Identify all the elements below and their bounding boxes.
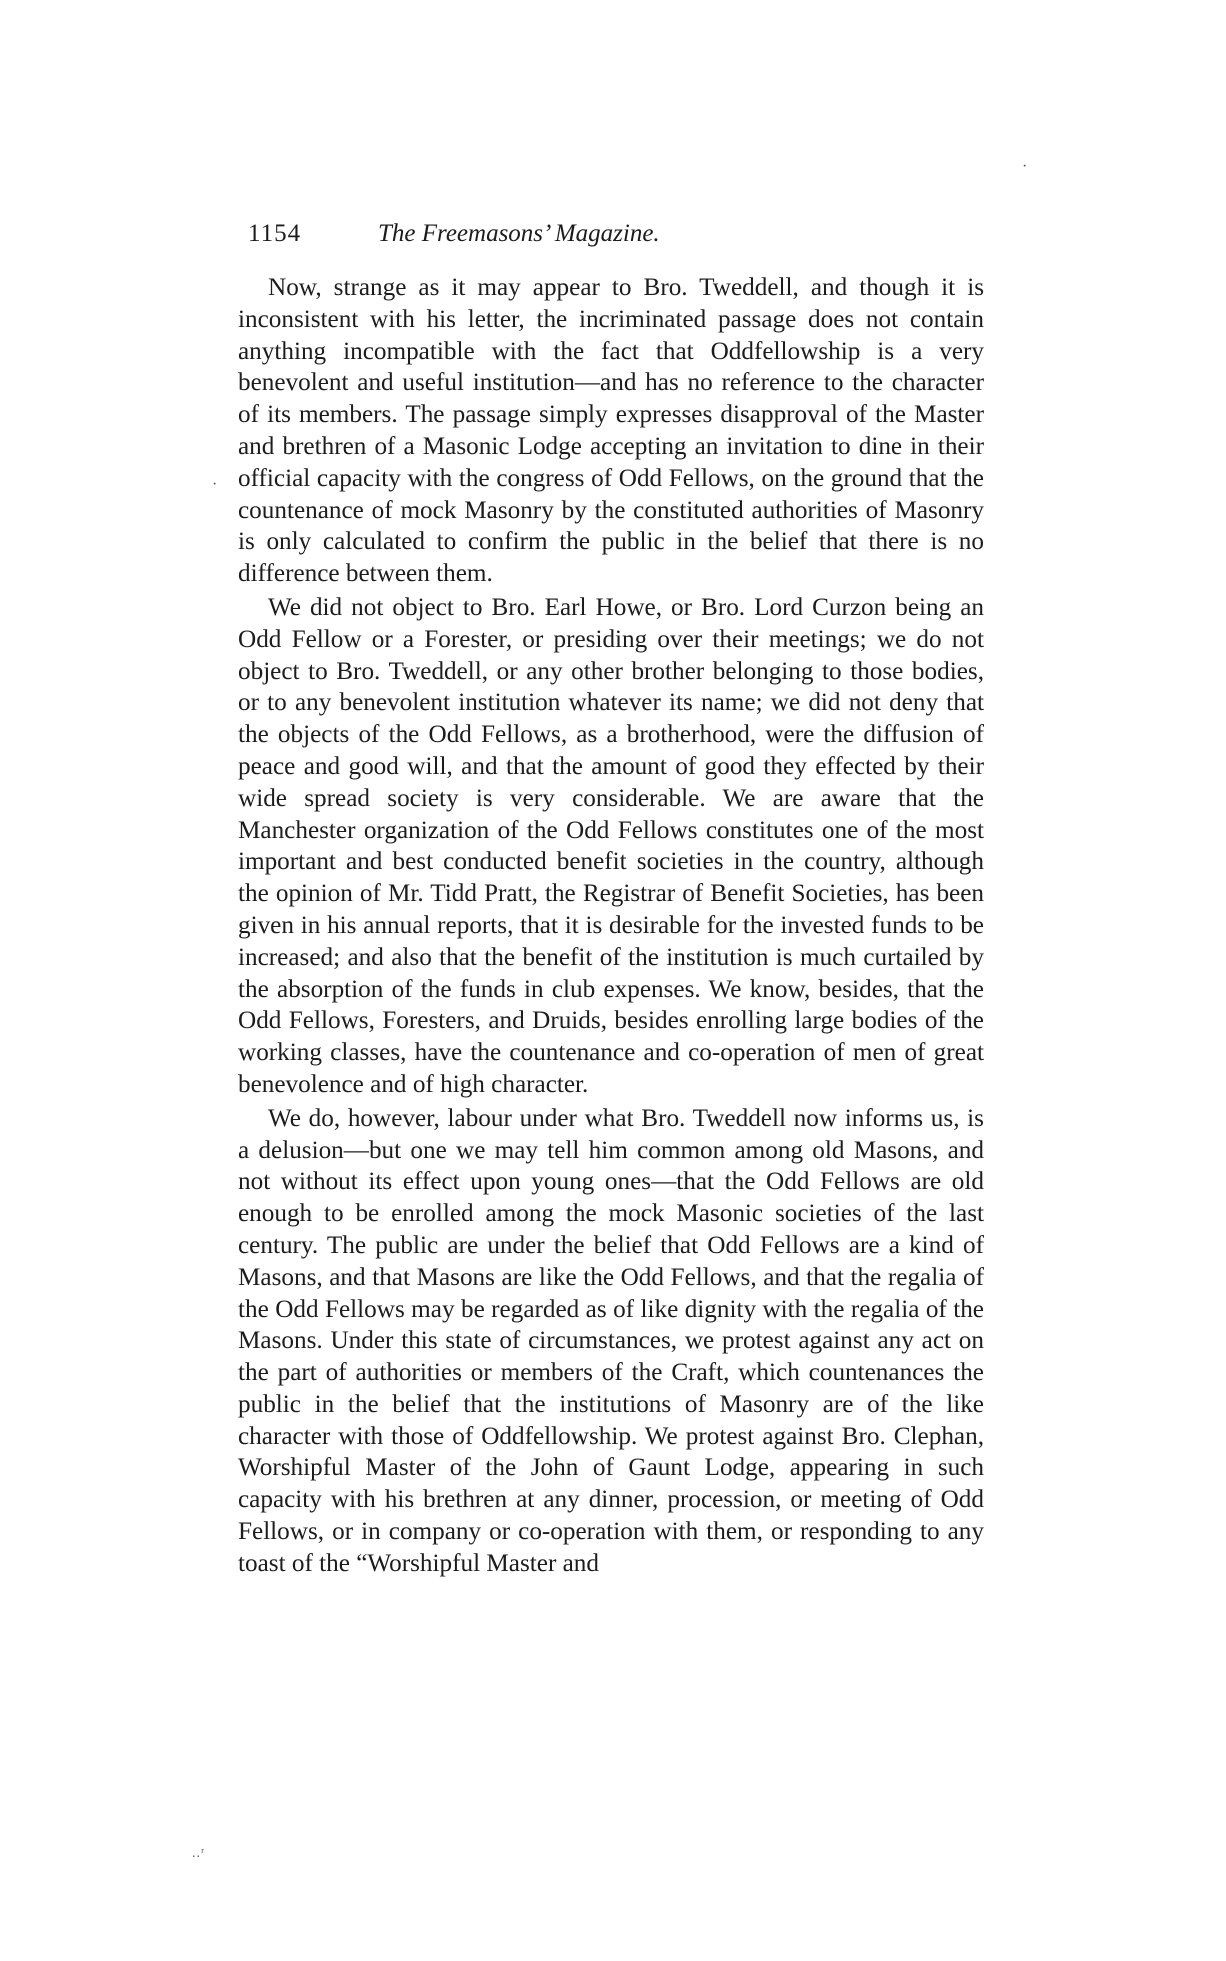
- stray-mark-bottom: ..ʳ: [192, 1846, 206, 1861]
- paragraph-3: We do, however, labour under what Bro. Tweddell now informs us, is a delusion—but one we may tell him common among old Masons, and not without its effect upon young ones—that the Odd Fellows are old enough to be enrolled among the mock Masonic societies of the last century. The public are under the belief that Odd Fellows are a kind of Masons, and that Masons are like the Odd Fellows, and that the regalia of the Odd Fellows may be regarded as of like dignity with the regalia of the Masons. Under this state of circumstances, we protest against any act on the part of authorities or members of the Craft, which countenances the public in the belief that the institutions of Masonry are of the like character with those of Oddfellowship. We protest against Bro. Clephan, Worshipful Master of the John of Gaunt Lodge, appearing in such capacity with his brethren at any dinner, procession, or meeting of Odd Fellows, or in company or co-operation with them, or responding to any toast of the “Worshipful Master and: [238, 1104, 984, 1577]
- stray-mark-left: ·: [212, 476, 218, 493]
- paragraph-2: We did not object to Bro. Earl Howe, or Bro. Lord Curzon being an Odd Fellow or a Forester, or presiding over their meetings; we do not object to Bro. Tweddell, or any other brother belonging to those bodies, or to any benevolent institution whatever its name; we did not deny that the objects of the Odd Fellows, as a brotherhood, were the diffusion of peace and good will, and that the amount of good they effected by their wide spread society is very considerable. We are aware that the Manchester organization of the Odd Fellows constitutes one of the most important and best conducted benefit societies in the country, although the opinion of Mr. Tidd Pratt, the Registrar of Benefit Societies, has been given in his annual reports, that it is desirable for the invested funds to be increased; and also that the benefit of the institution is much curtailed by the absorption of the funds in club expenses. We know, besides, that the Odd Fellows, Foresters, and Druids, besides enrolling large bodies of the working classes, have the countenance and co-operation of men of great benevolence and of high character.: [238, 593, 984, 1098]
- page-number: 1154: [248, 220, 302, 247]
- article-body: [238, 272, 984, 1580]
- page-header: [248, 220, 978, 260]
- stray-mark-top: ·: [1022, 158, 1028, 175]
- running-title: The Freemasons’ Magazine.: [378, 220, 660, 247]
- paragraph-1: Now, strange as it may appear to Bro. Tweddell, and though it is inconsistent with his letter, the incriminated passage does not contain anything incompatible with the fact that Oddfellowship is a very benevolent and useful institution—and has no reference to the character of its members. The passage simply expresses disapproval of the Master and brethren of a Masonic Lodge accepting an invitation to dine in their official capacity with the congress of Odd Fellows, on the ground that the countenance of mock Masonry by the constituted authorities of Masonry is only calculated to confirm the public in the belief that there is no difference between them.: [238, 274, 984, 588]
